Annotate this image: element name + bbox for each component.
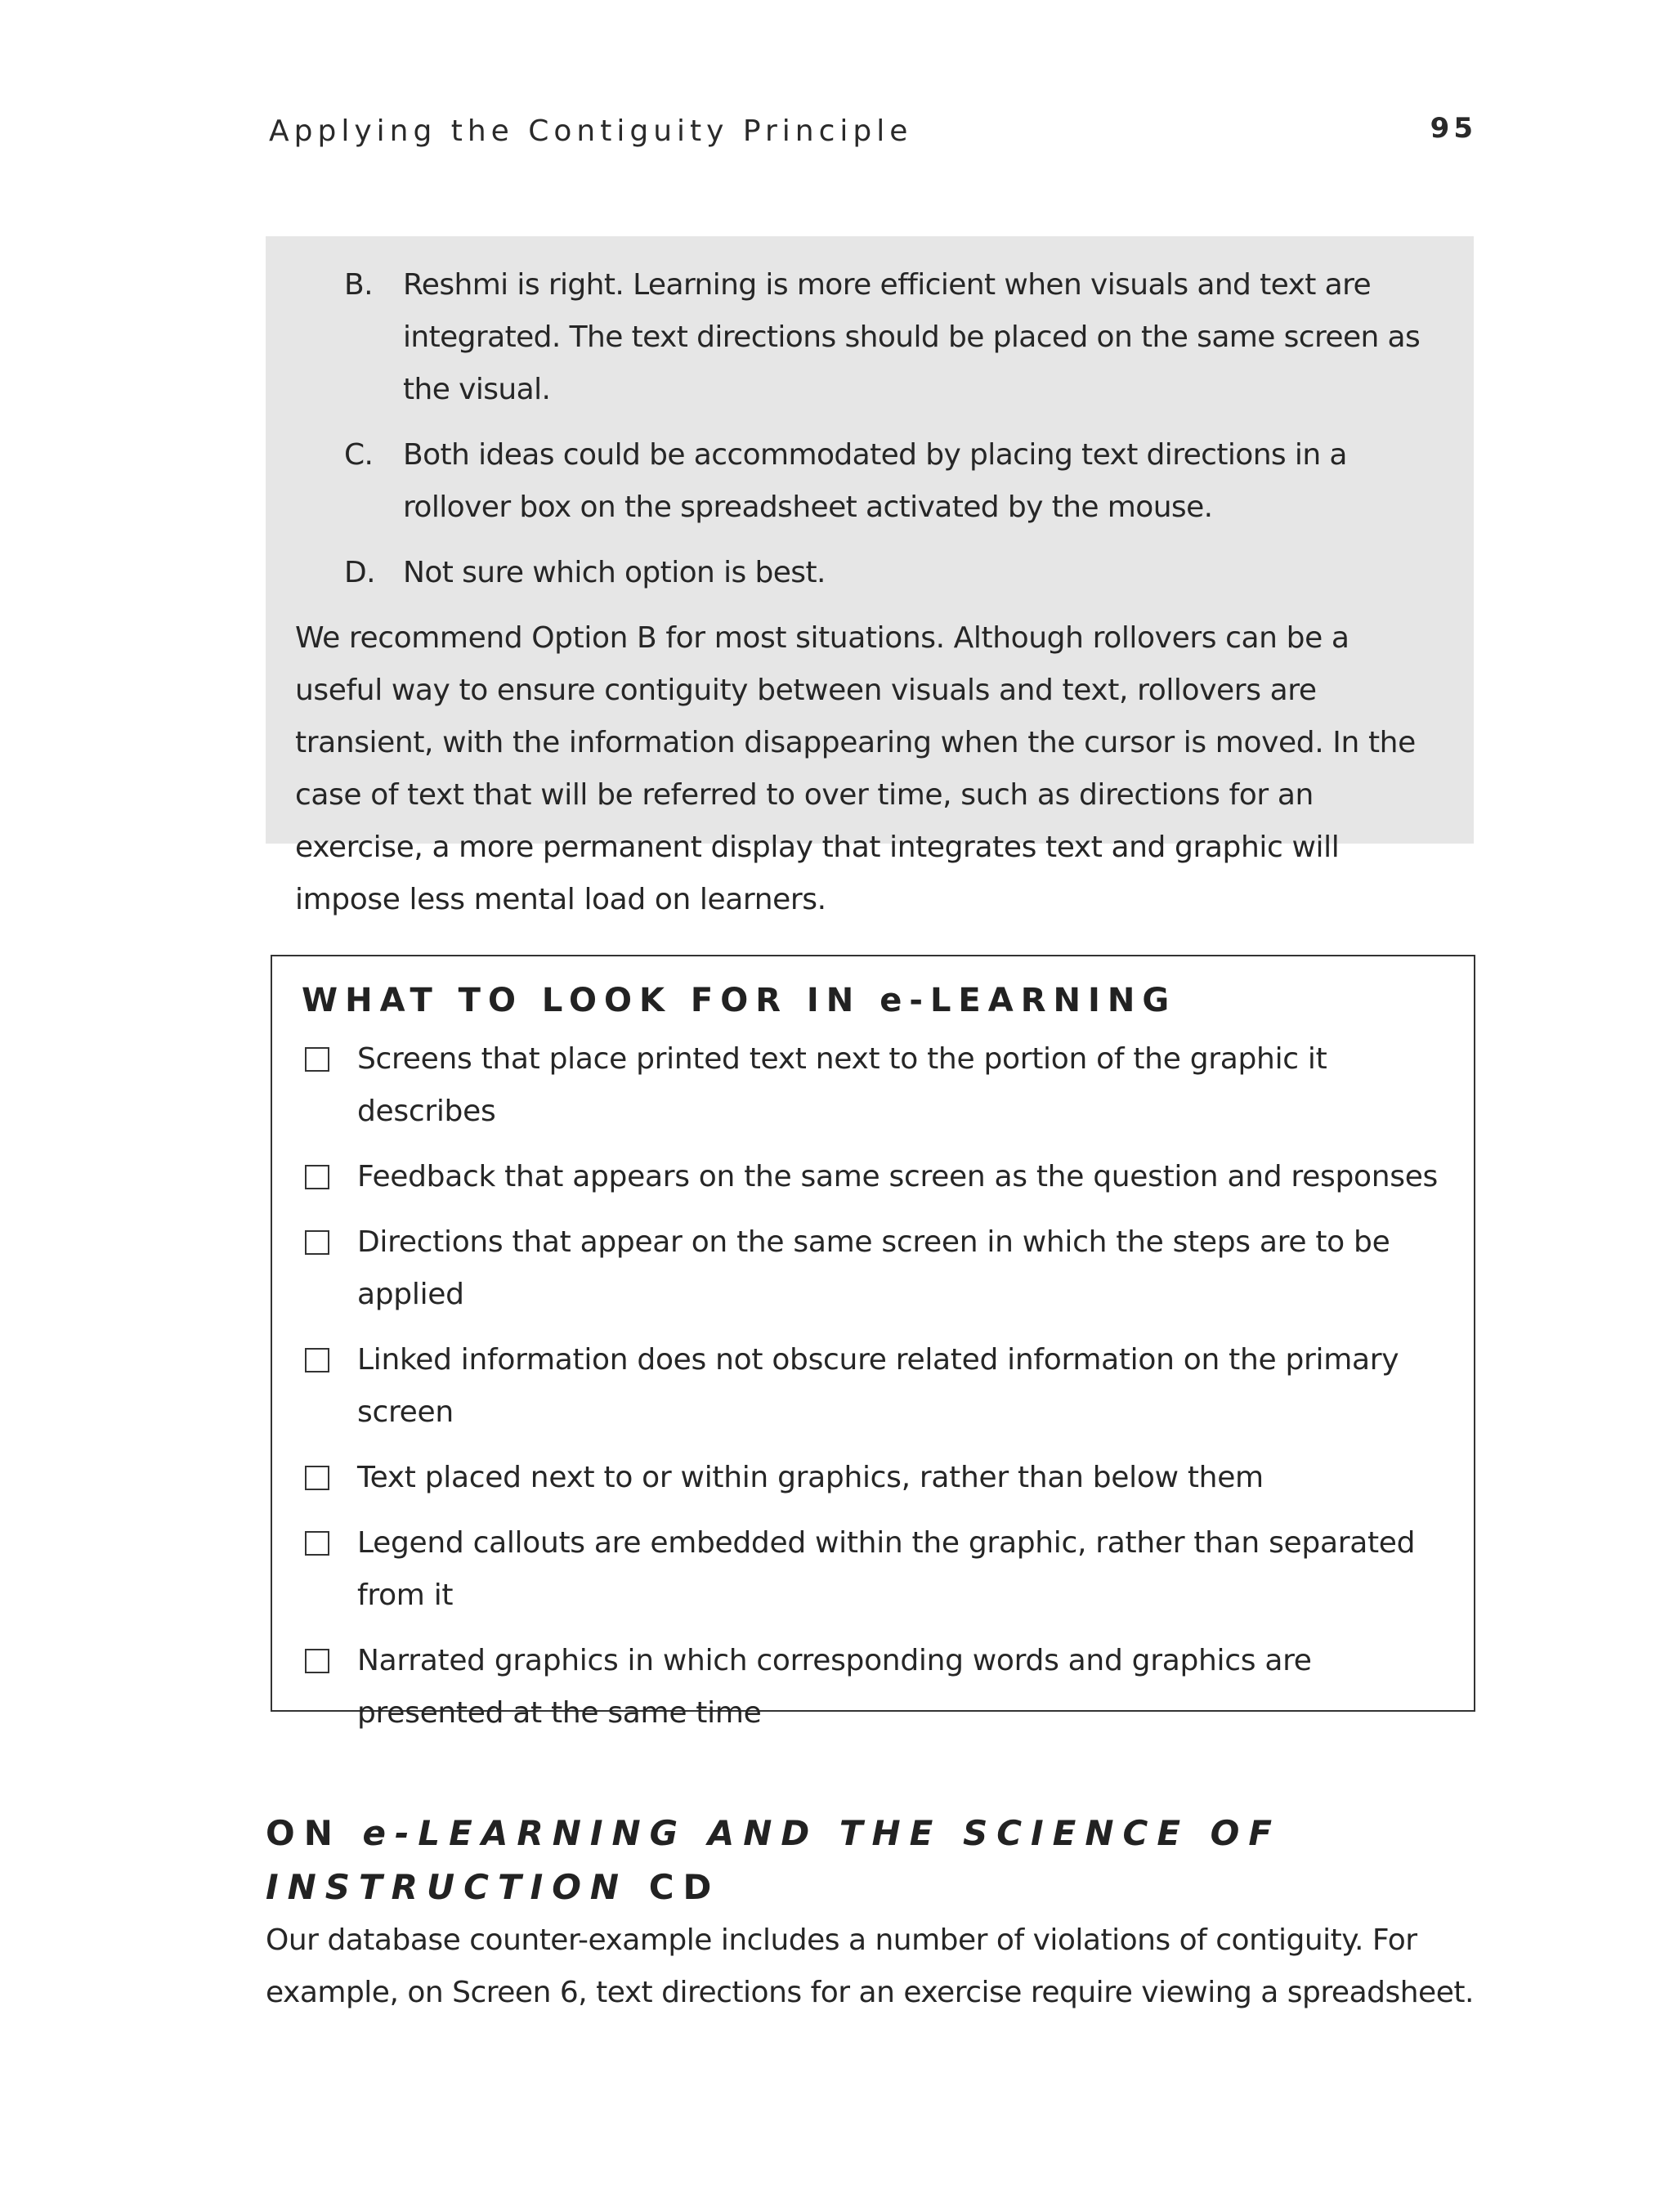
checklist-item-text: Screens that place printed text next to the portion of the graphic it describes: [357, 1042, 1327, 1128]
section-heading: [266, 1807, 1475, 1914]
section-heading-suffix: CD: [628, 1867, 721, 1907]
checklist-item: [302, 1216, 1444, 1321]
checklist-item-text: Legend callouts are embedded within the graphic, rather than separated from it: [357, 1526, 1416, 1612]
checkbox[interactable]: [305, 1348, 329, 1372]
option-text: Not sure which option is best.: [403, 556, 826, 589]
checkbox[interactable]: [305, 1165, 329, 1189]
page-number: 95: [1430, 112, 1477, 145]
recommendation-paragraph: We recommend Option B for most situations. Although rollovers can be a useful way to ensure contiguity between visuals and text, rollovers are transient, with the information disappearing when the cursor is moved. In the case of text that will be referred to over time, such as directions for an exercise, a more permanent display that integrates text and graphic will impose less mental load on learners.: [295, 621, 1416, 916]
checklist-item: [302, 1334, 1444, 1439]
checklist-item: [302, 1635, 1444, 1740]
option-letter: C.: [344, 438, 374, 472]
option-text: Reshmi is right. Learning is more efficient when visuals and text are integrated. The text directions should be placed on the same screen as the visual.: [403, 268, 1421, 406]
option-b: [295, 259, 1444, 416]
checkbox[interactable]: [305, 1466, 329, 1490]
checkbox[interactable]: [305, 1047, 329, 1072]
checklist-item: [302, 1151, 1444, 1203]
section-body: Our database counter-example includes a number of violations of contiguity. For example, on Screen 6, text directions for an exercise require viewing a spreadsheet.: [266, 1923, 1474, 2009]
checkbox[interactable]: [305, 1531, 329, 1556]
exercise-answer-box: [266, 236, 1474, 916]
option-letter: B.: [344, 268, 373, 302]
checklist-item-text: Directions that appear on the same screen in which the steps are to be applied: [357, 1225, 1390, 1311]
checklist-item-text: Linked information does not obscure related information on the primary screen: [357, 1343, 1399, 1429]
section-heading-prefix: ON: [266, 1813, 363, 1853]
checklist-item: [302, 1033, 1444, 1138]
running-head: Applying the Contiguity Principle: [269, 114, 913, 148]
checklist-item-text: Text placed next to or within graphics, rather than below them: [357, 1461, 1264, 1494]
option-letter: D.: [344, 556, 375, 589]
checkbox[interactable]: [305, 1230, 329, 1255]
checklist-heading: WHAT TO LOOK FOR IN e-LEARNING: [302, 982, 1177, 1019]
option-c: [295, 429, 1444, 534]
checklist-item-text: Narrated graphics in which corresponding words and graphics are presented at the same time: [357, 1644, 1312, 1730]
option-d: [295, 547, 1444, 599]
checklist-item-text: Feedback that appears on the same screen as the question and responses: [357, 1160, 1439, 1193]
checklist-box: [271, 955, 1475, 1730]
section-heading-italic: e-LEARNING AND THE SCIENCE OF INSTRUCTION: [266, 1813, 1282, 1907]
checklist-item: [302, 1452, 1444, 1504]
checklist-item: [302, 1517, 1444, 1622]
checkbox[interactable]: [305, 1649, 329, 1673]
option-text: Both ideas could be accommodated by placing text directions in a rollover box on the spreadsheet activated by the mouse.: [403, 438, 1347, 524]
